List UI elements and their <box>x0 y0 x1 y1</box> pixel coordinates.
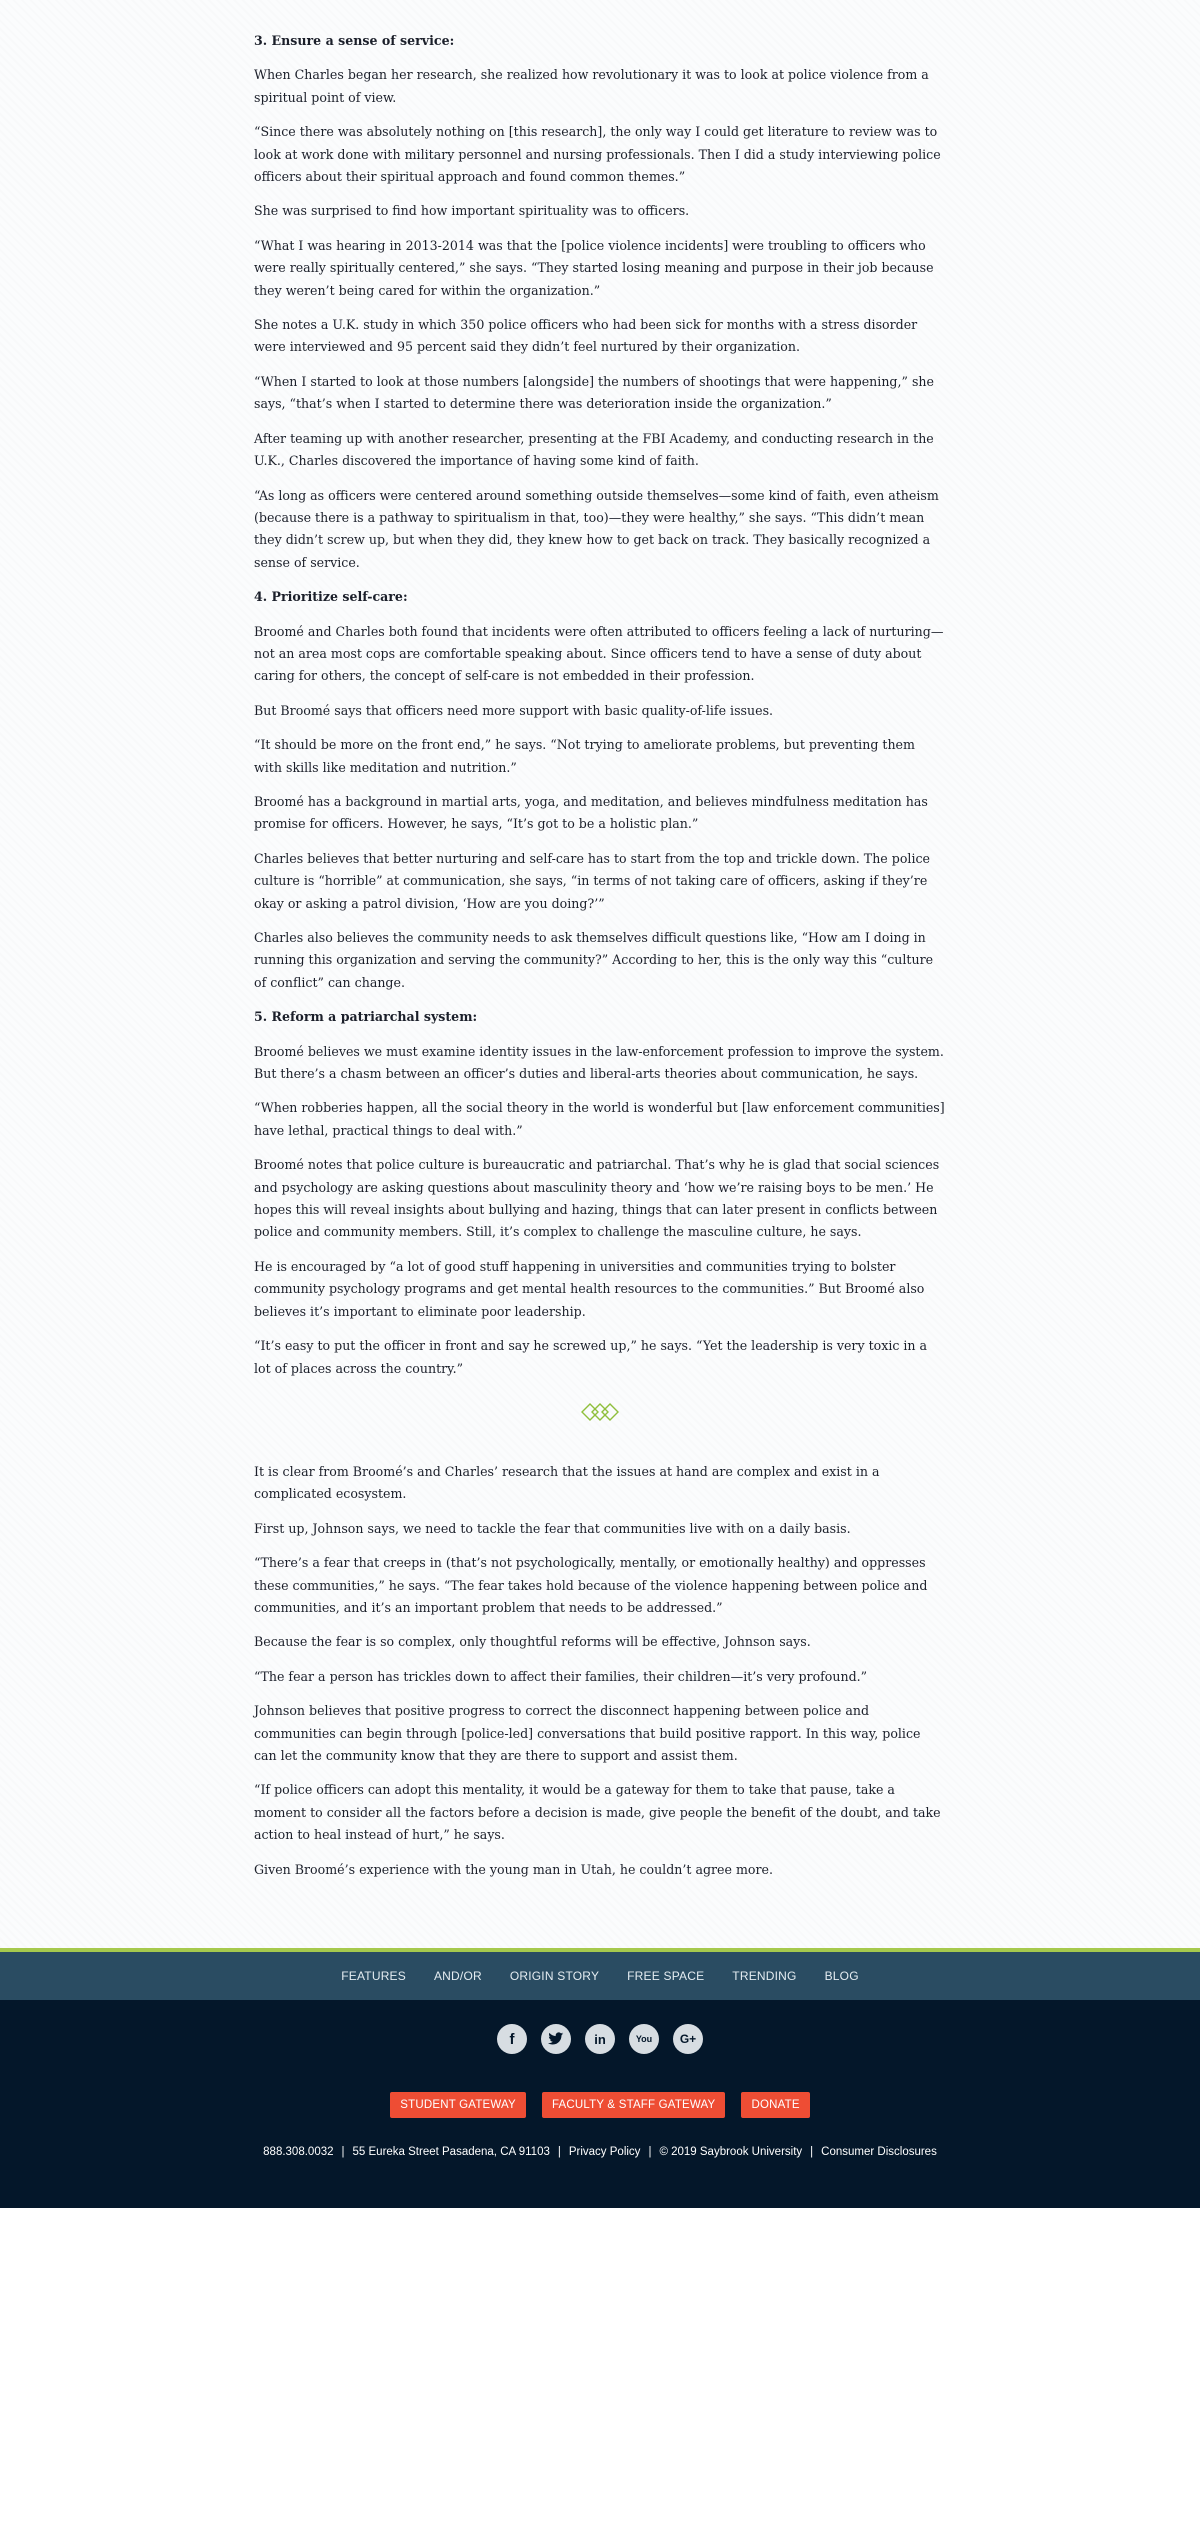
article-paragraph: But Broomé says that officers need more support with basic quality-of-life issues. <box>254 702 774 718</box>
article-paragraph: “If police officers can adopt this mentality, it would be a gateway for them to take that pause, take a moment to consider all the factors before a decision is made, give people the benefit of the doubt, and take action to heal instead of hurt,” he says. <box>254 1782 941 1843</box>
article-paragraph: She notes a U.K. study in which 350 police officers who had been sick for months with a stress disorder were interviewed and 95 percent said they didn’t feel nurtured by their organization. <box>254 317 918 355</box>
article-paragraph: Given Broomé’s experience with the young man in Utah, he couldn’t agree more. <box>254 1861 773 1877</box>
article-paragraph: Charles also believes the community needs to ask themselves difficult questions like, “How am I doing in running this organization and serving the community?” According to her, this is the only way this “culture of conflict” can change. <box>254 930 934 990</box>
twitter-icon[interactable] <box>541 2024 571 2054</box>
article-paragraph: “Since there was absolutely nothing on [this research], the only way I could get literature to review was to look at work done with military personnel and nursing professionals. Then I did a study interviewing police officers about their spiritual approach and found common themes.” <box>254 124 941 185</box>
article-paragraph: “When I started to look at those numbers [alongside] the numbers of shootings that were happening,” she says, “that’s when I started to determine there was deterioration inside the organization.” <box>254 373 934 412</box>
article-paragraph: Charles believes that better nurturing and self-care has to start from the top and trickle down. The police culture is “horrible” at communication, she says, “in terms of not taking care of officers, asking if they’re okay or asking a patrol division, ‘How are you doing?’” <box>254 850 930 911</box>
section-heading: 3. Ensure a sense of service: <box>254 33 455 48</box>
nav-free-space[interactable]: FREE SPACE <box>627 1969 705 1983</box>
article-paragraph: Broomé and Charles both found that incidents were often attributed to officers feeling a lack of nurturing—not an area most cops are comfortable speaking about. Since officers tend to have a sense of duty about caring for others, the concept of self-care is not embedded in their profession. <box>254 623 944 684</box>
nav-and-or[interactable]: AND/OR <box>433 1969 482 1983</box>
article-paragraph: Broomé notes that police culture is bureaucratic and patriarchal. That’s why he is glad that social sciences and psychology are asking questions about masculinity theory and ‘how we’re raising boys to be men.’ He hopes this will reveal insights about bullying and hazing, things that can later present in conflicts between police and community members. Still, it’s complex to challenge the masculine culture, he says. <box>254 1157 940 1240</box>
section-heading: 5. Reform a patriarchal system: <box>254 1009 478 1025</box>
footer-nav <box>0 1952 1200 2000</box>
nav-features[interactable]: FEATURES <box>341 1969 406 1983</box>
separator: | <box>810 2146 814 2158</box>
article-paragraph: He is encouraged by “a lot of good stuff happening in universities and communities trying to bolster community psychology programs and get mental health resources to the communities.” But Broomé also believes it’s important to eliminate poor leadership. <box>254 1258 925 1319</box>
facebook-icon[interactable]: f <box>497 2024 527 2054</box>
article-paragraph: After teaming up with another researcher, presenting at the FBI Academy, and conducting research in the U.K., Charles discovered the importance of having some kind of faith. <box>254 430 934 469</box>
separator: | <box>557 2146 561 2158</box>
donate-button[interactable]: DONATE <box>741 2092 809 2118</box>
consumer-disclosures-link[interactable]: Consumer Disclosures <box>821 2146 937 2158</box>
separator: | <box>648 2146 652 2158</box>
article-paragraph: “It’s easy to put the officer in front and say he screwed up,” he says. “Yet the leadership is very toxic in a lot of places across the country.” <box>254 1338 928 1376</box>
article-paragraph: “It should be more on the front end,” he says. “Not trying to ameliorate problems, but preventing them with skills like meditation and nutrition.” <box>254 737 915 775</box>
copyright: © 2019 Saybrook University <box>659 2146 803 2158</box>
article-paragraph: “As long as officers were centered around something outside themselves—some kind of faith, even atheism (because there is a pathway to spiritualism in that, too)—they were healthy,” she says. “This didn’t mean they didn’t screw up, but when they did, they knew how to get back on track. They basically recognized a sense of service. <box>254 487 939 570</box>
article-paragraph: Because the fear is so complex, only thoughtful reforms will be effective, Johnson says. <box>254 1634 811 1650</box>
article-paragraph: “There’s a fear that creeps in (that’s not psychologically, mentally, or emotionally healthy) and oppresses these communities,” he says. “The fear takes hold because of the violence happening between police and communities, and it’s an important problem that needs to be addressed.” <box>254 1555 928 1616</box>
site-footer <box>0 2000 1200 2208</box>
article-paragraph: First up, Johnson says, we need to tackle the fear that communities live with on a daily basis. <box>254 1520 851 1536</box>
linkedin-icon[interactable]: in <box>585 2024 615 2054</box>
faculty-staff-gateway-button[interactable]: FACULTY & STAFF GATEWAY <box>542 2092 726 2118</box>
article-paragraph: She was surprised to find how important spirituality was to officers. <box>254 203 690 219</box>
article-paragraph: It is clear from Broomé’s and Charles’ research that the issues at hand are complex and exist in a complicated ecosystem. <box>254 1464 880 1502</box>
youtube-icon[interactable]: You <box>629 2024 659 2054</box>
nav-origin-story[interactable]: ORIGIN STORY <box>509 1969 600 1983</box>
article-conclusion <box>254 1461 946 1893</box>
section-heading: 4. Prioritize self-care: <box>254 589 408 605</box>
social-links <box>0 2024 1200 2054</box>
article-paragraph: “What I was hearing in 2013-2014 was that the [police violence incidents] were troubling to officers who were really spiritually centered,” she says. “They started losing meaning and purpose in their job because they weren’t being cared for within the organization.” <box>254 237 934 298</box>
gateway-buttons <box>0 2092 1200 2118</box>
footer-phone[interactable]: 888.308.0032 <box>263 2146 334 2158</box>
nav-trending[interactable]: TRENDING <box>732 1969 797 1983</box>
article-paragraph: “The fear a person has trickles down to affect their families, their children—it’s very profound.” <box>254 1668 868 1684</box>
footer-address: 55 Eureka Street Pasadena, CA 91103 <box>352 2146 550 2158</box>
article-paragraph: “When robberies happen, all the social theory in the world is wonderful but [law enforcement communities] have lethal, practical things to deal with.” <box>254 1100 945 1138</box>
privacy-policy-link[interactable]: Privacy Policy <box>568 2146 641 2158</box>
student-gateway-button[interactable]: STUDENT GATEWAY <box>390 2092 526 2118</box>
separator: | <box>341 2146 345 2158</box>
nav-blog[interactable]: BLOG <box>824 1969 859 1983</box>
article-paragraph: When Charles began her research, she realized how revolutionary it was to look at police violence from a spiritual point of view. <box>254 67 929 105</box>
article-body <box>254 30 946 1392</box>
diamond-divider-icon <box>580 1402 620 1422</box>
footer-contact <box>0 2146 1200 2158</box>
article-paragraph: Johnson believes that positive progress to correct the disconnect happening between police and communities can begin through [police-led] conversations that build positive rapport. In this way, police can let the community know that they are there to support and assist them. <box>254 1703 921 1764</box>
article-paragraph: Broomé believes we must examine identity issues in the law-enforcement profession to improve the system. But there’s a chasm between an officer’s duties and liberal-arts theories about communication, he says. <box>254 1043 944 1082</box>
article-paragraph: Broomé has a background in martial arts, yoga, and meditation, and believes mindfulness meditation has promise for officers. However, he says, “It’s got to be a holistic plan.” <box>254 793 928 832</box>
google-plus-icon[interactable]: G+ <box>673 2024 703 2054</box>
